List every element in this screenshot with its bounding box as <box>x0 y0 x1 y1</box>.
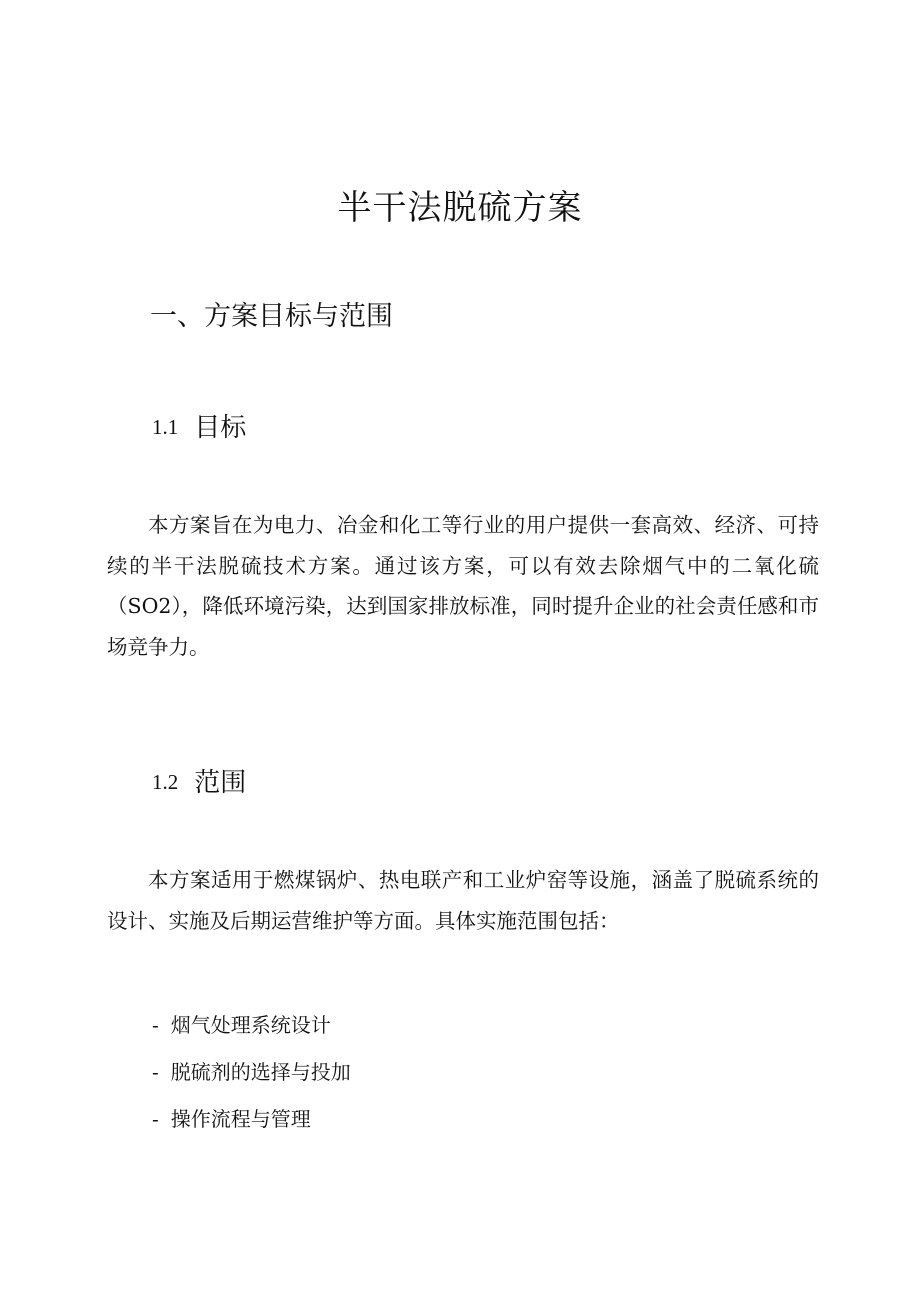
subsection-heading-scope <box>152 762 246 799</box>
list-marker: - <box>152 1013 159 1037</box>
scope-paragraph: 本方案适用于燃煤锅炉、热电联产和工业炉窑等设施，涵盖了脱硫系统的设计、实施及后期运营维护等方面。具体实施范围包括： <box>107 868 819 933</box>
document-title: 半干法脱硫方案 <box>337 188 583 228</box>
list-item <box>152 1096 351 1143</box>
goal-paragraph: 本方案旨在为电力、冶金和化工等行业的用户提供一套高效、经济、可持续的半干法脱硫技术方案。通过该方案，可以有效去除烟气中的二氧化硫（SO2），降低环境污染，达到国家排放标准，同时提升企业的社会责任感和市场竞争力。 <box>107 513 819 659</box>
list-item <box>152 1002 351 1049</box>
scope-list <box>152 1002 351 1143</box>
list-item-text: 操作流程与管理 <box>170 1107 311 1131</box>
list-marker: - <box>152 1107 159 1131</box>
subsection-title: 范围 <box>194 768 247 798</box>
list-marker: - <box>152 1060 159 1084</box>
subsection-number: 1.2 <box>152 770 179 794</box>
subsection-number: 1.1 <box>152 415 179 439</box>
section-heading: 一、方案目标与范围 <box>150 301 393 332</box>
list-item-text: 脱硫剂的选择与投加 <box>170 1060 351 1084</box>
subsection-title: 目标 <box>194 413 247 443</box>
list-item-text: 烟气处理系统设计 <box>170 1013 331 1037</box>
subsection-heading-goal <box>152 407 246 444</box>
list-item <box>152 1049 351 1096</box>
